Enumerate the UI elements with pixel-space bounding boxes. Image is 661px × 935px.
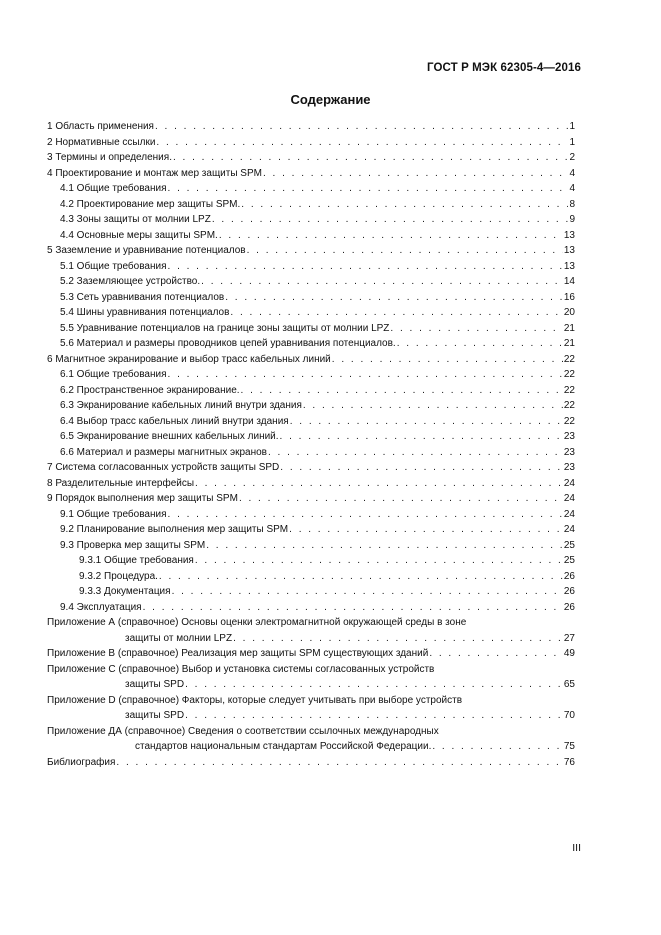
toc-entry-page: 26 [563,601,575,613]
page-number: III [572,842,581,854]
dot-leader [233,631,563,647]
toc-entry-page: 70 [563,710,575,721]
toc-entry-4-4[interactable] [47,228,575,244]
dot-leader [280,429,563,445]
appendix-title-continued: защиты SPD [125,679,185,690]
dot-leader [241,383,563,399]
toc-entry-6-5[interactable] [47,429,575,445]
toc-title: Содержание [290,92,371,107]
dot-leader [195,476,563,492]
toc-entry-page: 13 [563,229,575,241]
toc-appendix-da[interactable] [47,724,575,755]
toc-entry-6-1[interactable] [47,367,575,383]
toc-appendix-b[interactable] [47,646,575,662]
dot-leader [429,646,563,662]
toc-entry-page: 24 [563,524,575,535]
toc-entry-1[interactable] [47,119,575,135]
toc-entry-label: 7 Система согласованных устройств защиты SPD [47,462,280,473]
toc-entry-page: 24 [563,477,575,489]
toc-entry-label: 9 Порядок выполнения мер защиты SPM [47,493,238,504]
toc-entry-6-2[interactable] [47,383,575,399]
toc-entry-5-6[interactable] [47,336,575,352]
toc-entry-9[interactable] [47,491,575,507]
toc-entry-9-3[interactable] [47,538,575,554]
dot-leader [168,367,563,383]
dot-leader [156,135,568,151]
toc-entry-page: 23 [563,446,575,458]
toc-entry-4-3[interactable] [47,212,575,228]
toc-entry-label: 5 Заземление и уравнивание потенциалов [47,245,246,256]
toc-entry-label: 6.6 Материал и размеры магнитных экранов [60,446,267,458]
toc-entry-4-1[interactable] [47,181,575,197]
toc-entry-label: 9.3 Проверка мер защиты SPM [60,539,206,551]
toc-entry-5-5[interactable] [47,321,575,337]
dot-leader [225,290,563,306]
toc-entry-page: 22 [563,353,575,365]
toc-appendix-c[interactable] [47,662,575,693]
toc-entry-label: 5.5 Уравнивание потенциалов на границе зоны защиты от молнии LPZ [60,322,390,334]
appendix-title: Приложение С (справочное) Выбор и установка системы согласованных устройств [47,663,435,675]
toc-entry-page: 76 [563,756,575,768]
toc-entry-label: 9.1 Общие требования [60,508,167,520]
toc-entry-page: 21 [563,322,575,334]
dot-leader [230,305,562,321]
toc-entry-label: 2 Нормативные ссылки [47,136,156,148]
toc-entry-6-3[interactable] [47,398,575,414]
toc-appendix-d[interactable] [47,693,575,724]
dot-leader [212,212,569,228]
dot-leader [219,228,563,244]
dot-leader [206,538,563,554]
dot-leader [332,352,563,368]
dot-leader [247,243,563,259]
toc-appendix-a[interactable] [47,615,575,646]
toc-entry-5-4[interactable] [47,305,575,321]
toc-entry-label: Библиография [47,756,116,768]
toc-entry-6-6[interactable] [47,445,575,461]
toc-entry-label: 9.3.1 Общие требования [79,555,194,566]
dot-leader [116,755,562,771]
dot-leader [173,150,568,166]
dot-leader [280,460,563,476]
toc-entry-page: 20 [563,307,575,318]
table-of-contents [47,119,575,770]
toc-entry-page: 23 [563,462,575,473]
toc-entry-page: 2 [569,152,575,163]
dot-leader [241,197,568,213]
toc-entry-label: 4.1 Общие требования [60,183,167,194]
toc-entry-page: 25 [563,539,575,551]
toc-entry-page: 4 [569,183,575,194]
toc-entry-page: 27 [563,632,575,644]
toc-entry-4[interactable] [47,166,575,182]
toc-entry-page: 14 [563,276,575,287]
toc-entry-page: 24 [563,493,575,504]
toc-entry-7[interactable] [47,460,575,476]
toc-entry-page: 1 [569,136,575,148]
dot-leader [168,259,563,275]
dot-leader [168,507,563,523]
dot-leader [185,677,563,693]
dot-leader [390,321,562,337]
toc-entry-page: 26 [563,570,575,582]
toc-entry-5[interactable] [47,243,575,259]
toc-entry-9-2[interactable] [47,522,575,538]
toc-entry-2[interactable] [47,135,575,151]
appendix-title: Приложение ДА (справочное) Сведения о соответствии ссылочных международных [47,725,439,737]
toc-entry-page: 22 [563,415,575,427]
toc-entry-page: 22 [563,384,575,396]
toc-entry-page: 13 [563,245,575,256]
toc-entry-8[interactable] [47,476,575,492]
toc-entry-page: 65 [563,679,575,690]
toc-entry-page: 22 [563,369,575,380]
toc-entry-page: 9 [569,214,575,225]
toc-entry-9-3-1[interactable] [47,553,575,569]
appendix-title: Приложение D (справочное) Факторы, которые следует учитывать при выборе устройств [47,694,462,706]
toc-entry-9-4[interactable] [47,600,575,616]
dot-leader [155,119,568,135]
toc-entry-4-2[interactable] [47,197,575,213]
dot-leader [289,522,563,538]
dot-leader [143,600,563,616]
dot-leader [159,569,563,585]
toc-entry-3[interactable] [47,150,575,166]
toc-entry-label: 6 Магнитное экранирование и выбор трасс кабельных линий [47,353,331,365]
toc-entry-label: 6.4 Выбор трасс кабельных линий внутри здания [60,415,289,427]
toc-entry-page: 23 [563,431,575,442]
toc-entry-label: 3 Термины и определения. [47,152,172,163]
toc-entry-9-3-3[interactable] [47,584,575,600]
toc-entry-page: 1 [569,121,575,132]
toc-entry-page: 26 [563,586,575,597]
toc-entry-label: 9.4 Эксплуатация [60,601,142,613]
dot-leader [172,584,563,600]
appendix-title-continued: защиты SPD [125,710,185,721]
toc-entry-label: 4.2 Проектирование мер защиты SPM. [60,198,241,210]
dot-leader [185,708,563,724]
toc-entry-label: 6.5 Экранирование внешних кабельных линий. [60,431,279,442]
dot-leader [290,414,563,430]
toc-entry-label: 8 Разделительные интерфейсы [47,477,195,489]
toc-entry-page: 25 [563,555,575,566]
dot-leader [263,166,568,182]
dot-leader [201,274,563,290]
toc-entry-page: 24 [563,508,575,520]
toc-entry-6[interactable] [47,352,575,368]
appendix-title-continued: защиты от молнии LPZ [125,632,233,644]
toc-entry-label: 5.6 Материал и размеры проводников цепей уравнивания потенциалов. [60,338,396,349]
toc-entry-label: 9.3.2 Процедура. [79,570,158,582]
toc-entry-page: 8 [569,198,575,210]
toc-entry-9-1[interactable] [47,507,575,523]
toc-entry-label: 6.3 Экранирование кабельных линий внутри здания [60,400,302,411]
toc-entry-label: 9.2 Планирование выполнения мер защиты SPM [60,524,289,535]
document-header: ГОСТ Р МЭК 62305-4—2016 [427,62,581,74]
toc-entry-9-3-2[interactable] [47,569,575,585]
toc-entry-page: 13 [563,260,575,272]
toc-entry-label: 4.4 Основные меры защиты SPM. [60,229,218,241]
toc-entry-label: 4.3 Зоны защиты от молнии LPZ [60,214,211,225]
dot-leader [397,336,563,352]
toc-entry-label: 5.2 Заземляющее устройство. [60,276,201,287]
dot-leader [303,398,563,414]
appendix-title: Приложение В (справочное) Реализация мер защиты SPM существующих зданий [47,648,429,659]
toc-entry-page: 49 [563,648,575,659]
toc-entry-6-4[interactable] [47,414,575,430]
dot-leader [432,739,563,755]
toc-entry-page: 75 [563,741,575,752]
toc-entry-label: 6.2 Пространственное экранирование. [60,384,240,396]
toc-entry-page: 22 [563,400,575,411]
toc-entry-label: 6.1 Общие требования [60,369,167,380]
toc-entry-label: 5.1 Общие требования [60,260,167,272]
toc-entry-page: 4 [569,167,575,179]
dot-leader [195,553,563,569]
toc-entry-label: 4 Проектирование и монтаж мер защиты SPM [47,167,262,179]
toc-entry-label: 1 Область применения [47,121,154,132]
toc-bibliography[interactable] [47,755,575,771]
toc-entry-label: 5.4 Шины уравнивания потенциалов [60,307,230,318]
dot-leader [268,445,563,461]
toc-entry-label: 5.3 Сеть уравнивания потенциалов [60,291,225,303]
toc-entry-page: 21 [563,338,575,349]
appendix-title-continued: стандартов национальным стандартам Российской Федерации. [135,741,432,752]
toc-entry-5-3[interactable] [47,290,575,306]
toc-entry-5-1[interactable] [47,259,575,275]
toc-entry-page: 16 [563,291,575,303]
toc-entry-label: 9.3.3 Документация [79,586,171,597]
dot-leader [168,181,569,197]
toc-entry-5-2[interactable] [47,274,575,290]
dot-leader [239,491,563,507]
appendix-title: Приложение А (справочное) Основы оценки электромагнитной окружающей среды в зоне [47,617,467,628]
